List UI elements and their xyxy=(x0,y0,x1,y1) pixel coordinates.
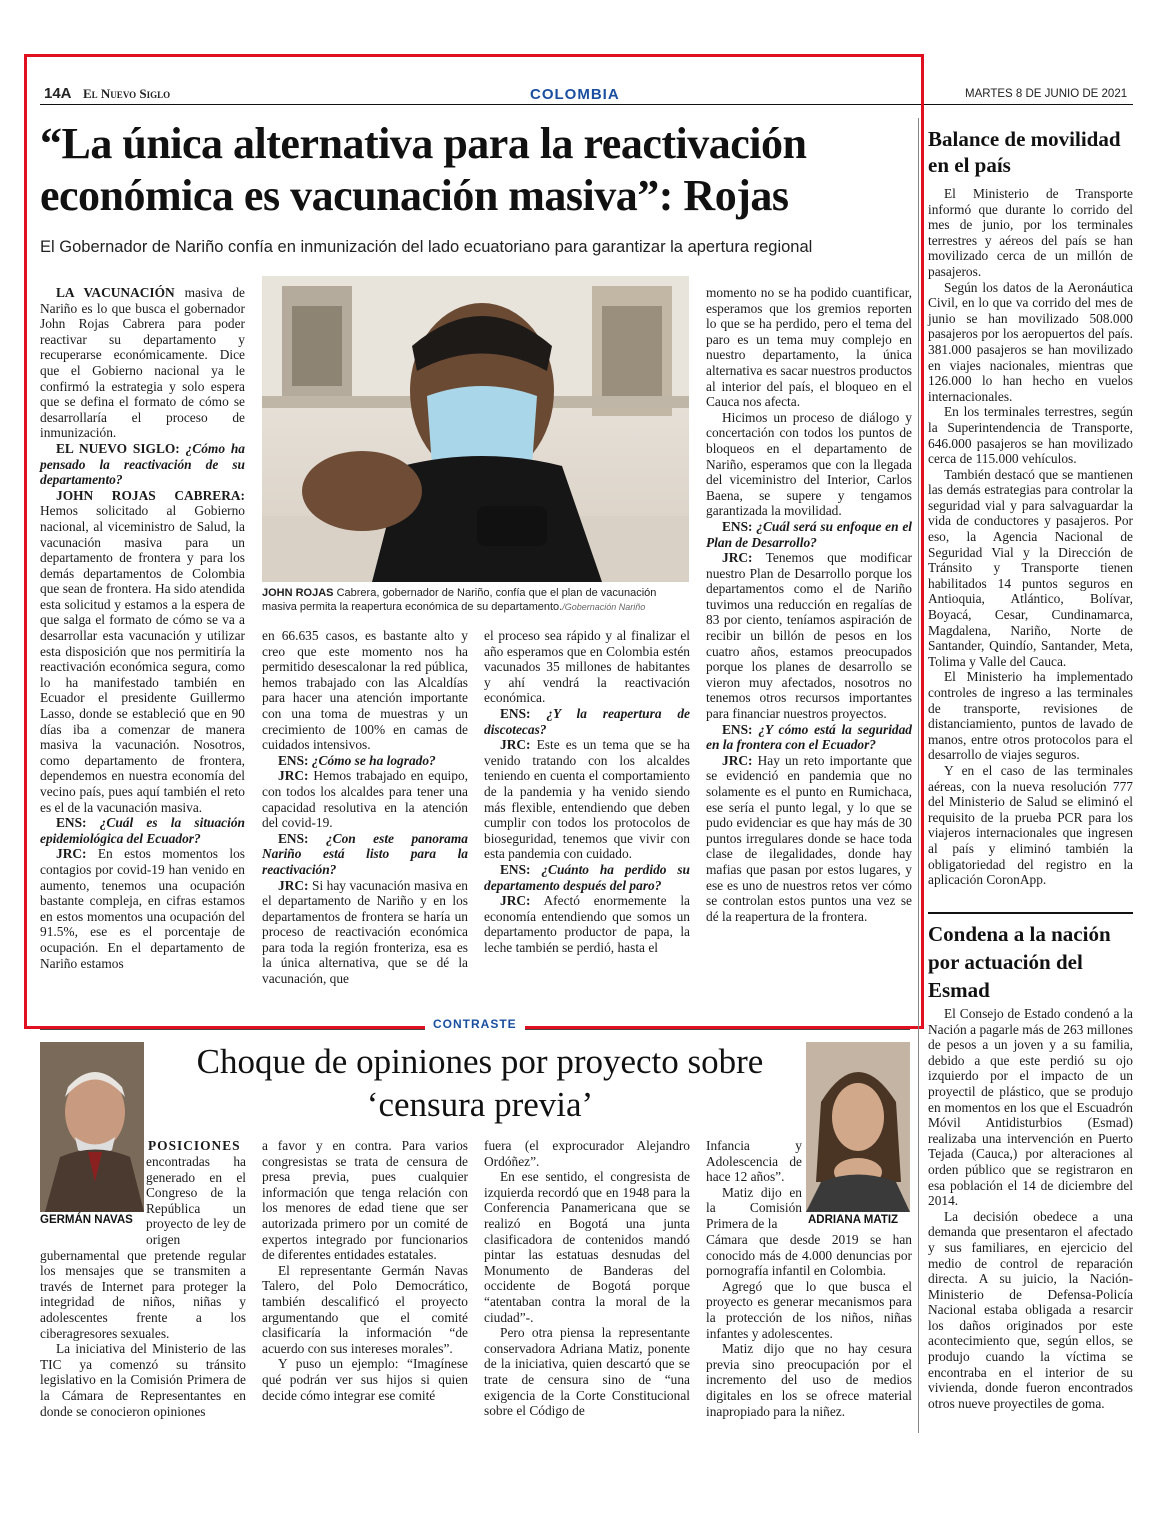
speaker-label: JRC: xyxy=(278,877,309,893)
speaker-label: JRC: xyxy=(278,768,309,784)
sidebar-divider xyxy=(918,118,919,1433)
paragraph: Agregó que lo que busca el proyecto es generar mecanismos para la protección de los niños, niñas infantes y adolescentes. xyxy=(706,1278,912,1341)
highlight-box xyxy=(24,54,924,1029)
sidebar1-headline: Balance de movilidad en el país xyxy=(928,127,1121,177)
paragraph: Y puso un ejemplo: “Imagínese qué podrán ver sus hijos si quien decide cómo integrar ese comité xyxy=(262,1356,468,1403)
main-subheadline: El Gobernador de Nariño confía en inmunización del lado ecuatoriano para garantizar la apertura regional xyxy=(40,238,813,256)
answer-text: Hemos solicitado al Gobierno nacional, al viceministro de Salud, la vacunación masiva para un departamento de frontera y para los demás departamentos de Colombia que sean de frontera. Ha sido atendida esta solicitud y estamos a la espera de que salga el formato de cómo se va a desarrollar esta vacunación y utilizar esta disposición que nos permitiría la reactivación económica segura, como lo ha manifestado también en Ecuador el presidente Guillermo Lasso, donde se estableció que en 90 días iba a comenzar de manera masiva la vacunación. Nosotros, como departamento de frontera, dependemos en nuestra economía del vecino país, pues aquí también el reto es el de la vacunación masiva. xyxy=(40,503,245,815)
paragraph: En los terminales terrestres, según la Superintendencia de Transporte, 646.000 pasajeros se han movilizado cerca de 115.000 vehículos. xyxy=(928,404,1133,467)
speaker-label: ENS: xyxy=(56,815,87,831)
section-title: COLOMBIA xyxy=(530,86,620,103)
newspaper-name: El Nuevo Siglo xyxy=(83,86,171,101)
contraste-col1-paragraph xyxy=(40,1154,246,1341)
paragraph: Matiz dijo que no hay cesura previa sino preocupación por el incremento del uso de medios digitales en los se ofrece material inapropiado para la niñez. xyxy=(706,1341,912,1419)
question-text: ¿Cuánto ha perdido su departamento después del paro? xyxy=(484,861,690,893)
german-navas-name: GERMÁN NAVAS xyxy=(40,1214,133,1226)
paragraph: El Consejo de Estado condenó a la Nación a pagarle más de 263 millones de pesos a un joven y a su familia, debido a que este perdió su ojo izquierdo por el impacto de un proyectil de plástico, que se produjo en momentos en los que el Escuadrón Móvil Antidisturbios (Esmad) realizaba una intervención en Puerto Tejada (Cauca,) por alteraciones al orden público que se registraron en esa población el 14 de diciembre del 2014. xyxy=(928,1006,1133,1209)
question-text: ¿Cómo se ha logrado? xyxy=(308,752,436,768)
answer-text: Si hay vacunación masiva en el departamento de Nariño y en los departamentos de frontera se haría un proceso de reactivación económica para toda la región fronteriza, esa es la única alternativa, que se dé la vacunación, que xyxy=(262,877,468,987)
speaker-label: ENS: xyxy=(500,861,531,877)
paragraph: También destacó que se mantienen las demás estrategias para controlar la seguridad vial y para salvaguardar la vida de conductores y pasajeros. Por eso, la Agencia Nacional de Seguridad Vial y la Dirección de Tránsito y Transporte tienen habilitados 14 puntos seguros en Antioquia, Atlántico, Bolívar, Boyacá, Cesar, Cundinamarca, Magdalena, Nariño, Norte de Santander, Quindío, Santander, Meta, Tolima y Valle del Cauca. xyxy=(928,466,1133,669)
photo-spacer xyxy=(40,1154,146,1232)
answer-text: Afectó enormemente la economía entendiendo que somos un departamento productor de papa, la leche también se perdió, hasta el xyxy=(484,893,690,955)
contraste-col4a: Infancia y Adolescencia de hace 12 años”. xyxy=(706,1138,802,1185)
answer-text: En estos momentos los contagios por covid-19 han venido en aumento, tenemos una ocupación bastante compleja, en cifras estamos en estos momentos una ocupación del 91.5%, ese es el porcentaje de ocupación. En el departamento de Nariño estamos xyxy=(40,846,245,971)
question-text: ¿Y cómo está la seguridad en la frontera con el Ecuador? xyxy=(706,721,912,753)
answer-text: Hicimos un proceso de diálogo y concertación con todos los puntos de bloqueos en el departamento de Nariño, esperamos que con la llegada del viceministro del Interior, Carlos Baena, se supere y tengamos garantizada la movilidad. xyxy=(706,409,912,519)
speaker-label: ENS: xyxy=(278,830,309,846)
speaker-label: ENS: xyxy=(722,518,753,534)
main-headline: “La única alternativa para la reactivación económica es vacunación masiva”: Rojas xyxy=(40,119,807,220)
question-text: ¿Con este panorama Nariño está listo para la reactivación? xyxy=(262,830,468,877)
contraste-col-3 xyxy=(484,1138,690,1419)
question-text: ¿Y la reapertura de discotecas? xyxy=(484,705,690,737)
speaker-label: JOHN ROJAS CABRERA: xyxy=(56,487,245,503)
caption-name: JOHN ROJAS xyxy=(262,587,334,599)
contraste-label: CONTRASTE xyxy=(425,1017,525,1031)
issue-date: MARTES 8 DE JUNIO DE 2021 xyxy=(965,88,1128,100)
paragraph: fuera (el exprocurador Alejandro Ordóñez”. xyxy=(484,1138,690,1169)
contraste-col-1-lead xyxy=(148,1138,246,1154)
paragraph: Cámara que desde 2019 se han conocido más de 4.000 denuncias por pornografía infantil en Colombia. xyxy=(706,1232,912,1279)
contraste-lead-word: POSICIONES xyxy=(148,1138,241,1153)
contraste-col-1-body xyxy=(40,1154,246,1419)
paragraph: El Ministerio de Transporte informó que durante lo corrido del mes de junio, por los terminales terrestres y aéreos del país se han movilizado cerca de un millón de pasajeros. xyxy=(928,186,1133,279)
paragraph: Según los datos de la Aeronáutica Civil, en lo que va corrido del mes de junio se han movilizado 508.000 pasajeros por los aeropuertos del país. 381.000 pasajeros se han movilizado en viajes nacionales, mientras que 126.000 lo han hecho en vuelos internacionales. xyxy=(928,279,1133,404)
caption-text: Cabrera, gobernador de Nariño, confía que el plan de vacunación masiva permita la reapertura económica de su departamento. xyxy=(262,587,657,613)
answer-text: momento no se ha podido cuantificar, esperamos que los gremios reporten lo que se ha perdido, pero el tema del paro es un tema muy complejo en nuestro departamento, la única alternativa es sacar nuestros productos al interior del país, el bloqueo en el Cauca nos afecta. xyxy=(706,285,912,410)
contraste-col-4-top xyxy=(706,1138,802,1232)
matiz-portrait xyxy=(806,1042,910,1212)
speaker-label: JRC: xyxy=(500,737,531,753)
question-text: ¿Cómo ha pensado la reactivación de su departamento? xyxy=(40,440,245,488)
contraste-col-4 xyxy=(706,1232,912,1419)
speaker-label: JRC: xyxy=(500,893,531,909)
answer-text: Hay un reto importante que se evidenció en pandemia que no solamente es el punto en Rumichaca, ese sería el punto legal, y lo que se pudo evidenciar es que hay más de 30 puntos irregulares donde se hace toda clase de ilegalidades, donde hay mafias que pasan por estos lugares, y ese es uno de nuestros retos ver cómo se controlan estos puntos una vez se dé la reapertura de la frontera. xyxy=(706,752,912,924)
answer-text: Este es un tema que se ha venido tratando con los alcaldes teniendo en cuenta el comportamiento de la pandemia y ha venido siendo más flexible, entendiendo que deben cumplir con todos los protocolos de bioseguridad, tenemos que vivir con esta pandemia con cuidado. xyxy=(484,737,690,862)
answer-text: el proceso sea rápido y al finalizar el año esperamos que en Colombia estén vacunados 35 millones de habitantes y ahí vendrá la reactivación económica. xyxy=(484,628,690,706)
paragraph: El Ministerio ha implementado controles de ingreso a las terminales de transporte, revisiones de distanciamiento, puntos de lavado de manos, entre otros protocolos para el desarrollo de viajes seguros. xyxy=(928,669,1133,763)
answer-text: Hemos trabajado en equipo, con todos los alcaldes para tener una capacidad resolutiva en la atención del covid-19. xyxy=(262,768,468,831)
sidebar-section-rule xyxy=(928,912,1133,914)
answer-text: Tenemos que modificar nuestro Plan de Desarrollo porque los departamentos como el de Nariño tuvimos una reducción en regalías de 83 por ciento, teníamos aspiración de recibir un billón de pesos en los cuatro años, estamos preocupados porque los planes de desarrollo se vieron muy afectados, nosotros no tenemos otros recursos importantes para financiar nuestros proyectos. xyxy=(706,550,912,722)
answer-text: masiva de Nariño es lo que busca el gobernador John Rojas Cabrera para poder reactivar su departamento y recuperarse económicamente. Dice que el Gobierno nacional ya le confirmó la estrategia y solo espera que se defina el formato de cómo se desarrollaría el proceso de inmunización. xyxy=(40,285,245,441)
speaker-label: JRC: xyxy=(722,550,753,566)
contraste-col-2 xyxy=(262,1138,468,1403)
paragraph: En ese sentido, el congresista de izquierda recordó que en 1948 para la Conferencia Panamericana que se realizó en Bogotá una junta clasificadora de contenidos mandó pintar las estatuas desnudas del Monumento de Banderas del occidente de Bogotá porque “atentaban contra la moral de la ciudad”-. xyxy=(484,1169,690,1325)
sidebar2-body xyxy=(928,1006,1133,1411)
speaker-label: LA VACUNACIÓN xyxy=(56,285,175,300)
speaker-label: JRC: xyxy=(56,846,87,862)
speaker-label: ENS: xyxy=(500,705,531,721)
speaker-label: ENS: xyxy=(278,752,309,768)
speaker-label: JRC: xyxy=(722,752,753,768)
sidebar2-headline: Condena a la nación por actuación del Esmad xyxy=(928,922,1111,1002)
answer-text: en 66.635 casos, es bastante alto y creo que este momento nos ha permitido desescalonar la red pública, hemos trabajado con las Alcaldías para hacer una atención importante con una toma de muestras y un crecimiento de 100% en camas de cuidados intensivos. xyxy=(262,628,468,753)
adriana-matiz-photo xyxy=(806,1042,910,1212)
photo-credit: /Gobernación Nariño xyxy=(562,602,646,612)
speaker-label: ENS: xyxy=(722,721,753,737)
paragraph: El representante Germán Navas Talero, del Polo Democrático, también descalificó el proyecto argumentando que el comité clasificaría la información “de acuerdo con sus intereses morales”. xyxy=(262,1262,468,1356)
paragraph: Pero otra piensa la representante conservadora Adriana Matiz, ponente de la iniciativa, quien descartó que se trate de censura sino de “una exigencia de la Corte Constitucional sobre el Código de xyxy=(484,1325,690,1419)
contraste-col1-text-flow: encontradas ha generado en el Congreso de la República un proyecto de ley de origen gubernamental que pretende regular los mensajes que se transmiten a través de Internet para proteger la integridad de niños, niñas y adolescentes frente a los ciberagresores sexuales. xyxy=(40,1154,246,1341)
sidebar1-body xyxy=(928,186,1133,888)
contraste-col1-paragraph-2: La iniciativa del Ministerio de las TIC ya comenzó su tránsito legislativo en la Comisión Primera de la Cámara de Representantes en donde se conocieron opiniones xyxy=(40,1341,246,1419)
adriana-matiz-name: ADRIANA MATIZ xyxy=(808,1214,899,1226)
page-number: 14A xyxy=(44,85,72,102)
contraste-col4b: Matiz dijo en la Comisión Primera de la xyxy=(706,1184,802,1231)
paragraph: a favor y en contra. Para varios congresistas se trata de censura de presa previa, pues cualquier información que tenga relación con los menores de edad tiene que ser autorizada primero por un comité de expertos integrado por funcionarios de diferentes entidades estatales. xyxy=(262,1138,468,1263)
paragraph: La decisión obedece a una demanda que presentaron el afectado y sus familiares, en ejercicio del medio de control de reparación directa. A su juicio, la Nación-Ministerio de Defensa-Policía Nacional estaba obligada a resarcir los daños originados por este acontecimiento que, según ellos, se produjo cuando la víctima se encontraba en el interior de su vivienda, donde fueron encontrados otros nueve proyectiles de goma. xyxy=(928,1208,1133,1411)
question-text: ¿Cuál será su enfoque en el Plan de Desarrollo? xyxy=(706,518,912,550)
speaker-label: EL NUEVO SIGLO: xyxy=(56,440,180,456)
question-text: ¿Cuál es la situación epidemiológica del Ecuador? xyxy=(40,815,245,846)
paragraph: Y en el caso de las terminales aéreas, con la nueva resolución 777 del Ministerio de Salud se eliminó el requisito de la prueba PCR para los viajeros internacionales que ingresen al país y eliminó también la obligatoriedad del registro en la aplicación CoronApp. xyxy=(928,762,1133,888)
contraste-headline: Choque de opiniones por proyecto sobre ‘censura previa’ xyxy=(196,1042,764,1124)
